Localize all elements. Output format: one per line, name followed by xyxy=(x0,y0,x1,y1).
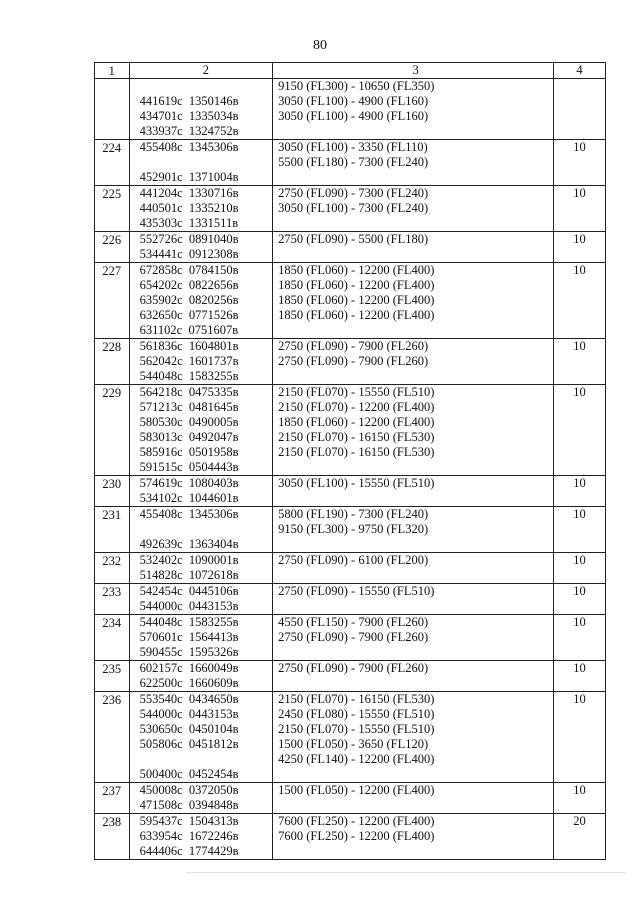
longitude: 0443153в xyxy=(188,599,239,613)
longitude: 1072618в xyxy=(188,568,239,582)
coordinate-line xyxy=(140,692,269,707)
table-row xyxy=(95,476,606,507)
latitude: 631102c xyxy=(139,323,183,337)
coordinate-line xyxy=(140,155,269,170)
altitude-range: 9150 (FL300) - 10650 (FL350) xyxy=(278,79,435,93)
row-number: 230 xyxy=(95,476,130,507)
longitude: 1564413в xyxy=(188,630,239,644)
table-row xyxy=(95,507,606,553)
latitude: 672858c xyxy=(139,263,183,277)
coordinate-line xyxy=(140,707,269,722)
latitude: 552726c xyxy=(139,232,183,246)
latitude: 564218c xyxy=(139,385,183,399)
table-header-row xyxy=(95,63,606,79)
coordinates-cell xyxy=(129,79,273,140)
latitude: 440501c xyxy=(139,201,183,215)
longitude: 1583255в xyxy=(188,615,239,629)
latitude: 544048c xyxy=(139,615,183,629)
coordinates-cell xyxy=(129,553,273,584)
longitude: 1331511в xyxy=(188,216,239,230)
coordinate-line xyxy=(140,415,269,430)
longitude: 0475335в xyxy=(188,385,239,399)
altitude-range: 2150 (FL070) - 16150 (FL530) xyxy=(278,445,435,459)
altitude-range: 4250 (FL140) - 12200 (FL400) xyxy=(278,752,435,766)
altitude-range: 5500 (FL180) - 7300 (FL240) xyxy=(278,155,429,169)
coordinates-cell xyxy=(129,263,273,339)
longitude: 1350146в xyxy=(188,94,239,108)
table-row xyxy=(95,584,606,615)
coordinate-line xyxy=(140,308,269,323)
table-row xyxy=(95,814,606,860)
latitude: 532402c xyxy=(139,553,183,567)
altitude-range-cell xyxy=(273,553,554,584)
row-number: 225 xyxy=(95,186,130,232)
longitude: 0445106в xyxy=(188,584,239,598)
coordinate-line xyxy=(140,278,269,293)
value-cell: 10 xyxy=(554,661,606,692)
latitude: 570601c xyxy=(139,630,183,644)
latitude: 434701c xyxy=(139,109,183,123)
latitude: 635902c xyxy=(139,293,183,307)
coordinate-line xyxy=(140,676,269,691)
longitude: 1672246в xyxy=(188,829,239,843)
longitude: 0784150в xyxy=(188,263,239,277)
altitude-range: 1850 (FL060) - 12200 (FL400) xyxy=(278,415,435,429)
coordinate-line xyxy=(140,369,269,384)
altitude-range-cell xyxy=(273,584,554,615)
value-cell: 10 xyxy=(554,385,606,476)
longitude: 1504313в xyxy=(188,814,239,828)
altitude-range-cell xyxy=(273,339,554,385)
altitude-range: 2450 (FL080) - 15550 (FL510) xyxy=(278,707,435,721)
altitude-range-cell xyxy=(273,263,554,339)
row-number: 226 xyxy=(95,232,130,263)
latitude: 542454c xyxy=(139,584,183,598)
longitude: 1080403в xyxy=(188,476,239,490)
longitude: 1345306в xyxy=(188,140,239,154)
value-cell: 10 xyxy=(554,140,606,186)
coordinate-line xyxy=(140,232,269,247)
table-row xyxy=(95,553,606,584)
longitude: 0501958в xyxy=(188,445,239,459)
longitude: 1601737в xyxy=(188,354,239,368)
coordinate-line xyxy=(140,722,269,737)
row-number: 227 xyxy=(95,263,130,339)
longitude: 1335210в xyxy=(188,201,239,215)
table-row xyxy=(95,661,606,692)
value-cell xyxy=(554,79,606,140)
row-number: 238 xyxy=(95,814,130,860)
coordinates-cell xyxy=(129,615,273,661)
altitude-range-cell xyxy=(273,661,554,692)
altitude-range-cell xyxy=(273,385,554,476)
altitude-range: 3050 (FL100) - 4900 (FL160) xyxy=(278,109,429,123)
latitude: 654202c xyxy=(139,278,183,292)
altitude-range: 1850 (FL060) - 12200 (FL400) xyxy=(278,308,435,322)
airspace-table xyxy=(94,62,606,860)
altitude-range: 3050 (FL100) - 15550 (FL510) xyxy=(278,476,435,490)
coordinates-cell xyxy=(129,507,273,553)
latitude: 632650c xyxy=(139,308,183,322)
row-number: 229 xyxy=(95,385,130,476)
coordinate-line xyxy=(140,385,269,400)
latitude: 622500c xyxy=(139,676,183,690)
latitude: 562042c xyxy=(139,354,183,368)
row-number: 235 xyxy=(95,661,130,692)
coordinates-cell xyxy=(129,186,273,232)
coordinate-line xyxy=(140,430,269,445)
value-cell: 20 xyxy=(554,814,606,860)
latitude: 585916c xyxy=(139,445,183,459)
table-row xyxy=(95,339,606,385)
coordinates-cell xyxy=(129,232,273,263)
latitude: 441619c xyxy=(139,94,183,108)
row-number: 232 xyxy=(95,553,130,584)
row-number: 237 xyxy=(95,783,130,814)
latitude: 534102c xyxy=(139,491,183,505)
longitude: 0452454в xyxy=(188,767,239,781)
altitude-range: 2750 (FL090) - 5500 (FL180) xyxy=(278,232,429,246)
altitude-range-cell xyxy=(273,507,554,553)
value-cell: 10 xyxy=(554,263,606,339)
latitude: 544000c xyxy=(139,599,183,613)
coordinates-cell xyxy=(129,783,273,814)
table-row xyxy=(95,232,606,263)
latitude: 590455c xyxy=(139,645,183,659)
coordinates-cell xyxy=(129,584,273,615)
altitude-range-cell xyxy=(273,186,554,232)
coordinate-line xyxy=(140,354,269,369)
longitude: 1330716в xyxy=(188,186,239,200)
coordinates-cell xyxy=(129,476,273,507)
value-cell: 10 xyxy=(554,232,606,263)
altitude-range: 2150 (FL070) - 12200 (FL400) xyxy=(278,400,435,414)
coordinate-line xyxy=(140,323,269,338)
longitude: 0492047в xyxy=(188,430,239,444)
latitude: 574619c xyxy=(139,476,183,490)
latitude: 530650c xyxy=(139,722,183,736)
altitude-range: 1850 (FL060) - 12200 (FL400) xyxy=(278,293,435,307)
row-number: 231 xyxy=(95,507,130,553)
latitude: 553540c xyxy=(139,692,183,706)
header-col-4: 4 xyxy=(554,63,606,79)
coordinate-line xyxy=(140,737,269,752)
coordinate-line xyxy=(140,599,269,614)
latitude: 471508c xyxy=(139,798,183,812)
longitude: 0912308в xyxy=(188,247,239,261)
coordinate-line xyxy=(140,615,269,630)
coordinates-cell xyxy=(129,814,273,860)
coordinate-line xyxy=(140,783,269,798)
coordinate-line xyxy=(140,94,269,109)
latitude: 455408c xyxy=(139,140,183,154)
table-row xyxy=(95,615,606,661)
latitude: 571213c xyxy=(139,400,183,414)
longitude: 0891040в xyxy=(188,232,239,246)
value-cell: 10 xyxy=(554,584,606,615)
page-number: 80 xyxy=(313,38,327,53)
coordinate-line xyxy=(140,844,269,859)
header-col-3: 3 xyxy=(273,63,554,79)
altitude-range: 2150 (FL070) - 16150 (FL530) xyxy=(278,430,435,444)
value-cell: 10 xyxy=(554,476,606,507)
altitude-range-cell xyxy=(273,232,554,263)
coordinate-line xyxy=(140,752,269,767)
longitude: 1774429в xyxy=(188,844,239,858)
row-number: 236 xyxy=(95,692,130,783)
row-number: 224 xyxy=(95,140,130,186)
longitude: 0450104в xyxy=(188,722,239,736)
table-body xyxy=(95,79,606,860)
altitude-range: 1850 (FL060) - 12200 (FL400) xyxy=(278,278,435,292)
longitude: 1345306в xyxy=(188,507,239,521)
altitude-range: 1500 (FL050) - 12200 (FL400) xyxy=(278,783,435,797)
table-row xyxy=(95,692,606,783)
altitude-range: 5800 (FL190) - 7300 (FL240) xyxy=(278,507,429,521)
longitude: 0504443в xyxy=(188,460,239,474)
coordinate-line xyxy=(140,522,269,537)
longitude: 0451812в xyxy=(188,737,239,751)
altitude-range-cell xyxy=(273,615,554,661)
latitude: 644406c xyxy=(139,844,183,858)
longitude: 1595326в xyxy=(188,645,239,659)
coordinate-line xyxy=(140,798,269,813)
coordinate-line xyxy=(140,124,269,139)
longitude: 0490005в xyxy=(188,415,239,429)
altitude-range: 3050 (FL100) - 3350 (FL110) xyxy=(278,140,428,154)
value-cell: 10 xyxy=(554,783,606,814)
altitude-range-cell xyxy=(273,79,554,140)
altitude-range-cell xyxy=(273,814,554,860)
longitude: 1324752в xyxy=(188,124,239,138)
latitude: 591515c xyxy=(139,460,183,474)
coordinate-line xyxy=(140,630,269,645)
longitude: 1044601в xyxy=(188,491,239,505)
latitude: 435303c xyxy=(139,216,183,230)
coordinate-line xyxy=(140,584,269,599)
coordinate-line xyxy=(140,645,269,660)
altitude-range: 2750 (FL090) - 7900 (FL260) xyxy=(278,661,429,675)
coordinate-line xyxy=(140,445,269,460)
altitude-range-cell xyxy=(273,140,554,186)
latitude: 602157c xyxy=(139,661,183,675)
value-cell: 10 xyxy=(554,615,606,661)
latitude: 595437c xyxy=(139,814,183,828)
latitude: 514828c xyxy=(139,568,183,582)
altitude-range: 3050 (FL100) - 4900 (FL160) xyxy=(278,94,429,108)
longitude: 0481645в xyxy=(188,400,239,414)
longitude: 1335034в xyxy=(188,109,239,123)
altitude-range: 9150 (FL300) - 9750 (FL320) xyxy=(278,522,429,536)
table-row xyxy=(95,79,606,140)
longitude: 0372050в xyxy=(188,783,239,797)
altitude-range: 1850 (FL060) - 12200 (FL400) xyxy=(278,263,435,277)
coordinate-line xyxy=(140,829,269,844)
page-edge-line xyxy=(186,872,626,873)
longitude: 0443153в xyxy=(188,707,239,721)
latitude: 505806c xyxy=(139,737,183,751)
header-col-1: 1 xyxy=(95,63,130,79)
coordinate-line xyxy=(140,661,269,676)
altitude-range-cell xyxy=(273,476,554,507)
value-cell: 10 xyxy=(554,339,606,385)
longitude: 1371004в xyxy=(188,170,239,184)
altitude-range: 1500 (FL050) - 3650 (FL120) xyxy=(278,737,429,751)
coordinates-cell xyxy=(129,140,273,186)
latitude: 534441c xyxy=(139,247,183,261)
coordinate-line xyxy=(140,170,269,185)
value-cell: 10 xyxy=(554,186,606,232)
latitude: 633954c xyxy=(139,829,183,843)
coordinates-cell xyxy=(129,661,273,692)
altitude-range: 7600 (FL250) - 12200 (FL400) xyxy=(278,829,435,843)
coordinate-line xyxy=(140,814,269,829)
coordinates-cell xyxy=(129,339,273,385)
row-number: 234 xyxy=(95,615,130,661)
row-number: 228 xyxy=(95,339,130,385)
row-number: 233 xyxy=(95,584,130,615)
latitude: 544048c xyxy=(139,369,183,383)
table-row xyxy=(95,263,606,339)
altitude-range: 2750 (FL090) - 6100 (FL200) xyxy=(278,553,429,567)
longitude: 1363404в xyxy=(188,537,239,551)
coordinate-line xyxy=(140,186,269,201)
altitude-range: 4550 (FL150) - 7900 (FL260) xyxy=(278,615,429,629)
table-row xyxy=(95,385,606,476)
longitude: 0751607в xyxy=(188,323,239,337)
header-col-2: 2 xyxy=(129,63,273,79)
longitude: 1604801в xyxy=(188,339,239,353)
row-number xyxy=(95,79,130,140)
coordinate-line xyxy=(140,247,269,262)
latitude: 455408c xyxy=(139,507,183,521)
coordinate-line xyxy=(140,553,269,568)
altitude-range: 2150 (FL070) - 16150 (FL530) xyxy=(278,692,435,706)
coordinate-line xyxy=(140,476,269,491)
latitude: 583013c xyxy=(139,430,183,444)
table-row xyxy=(95,186,606,232)
coordinate-line xyxy=(140,109,269,124)
value-cell: 10 xyxy=(554,553,606,584)
altitude-range: 2750 (FL090) - 15550 (FL510) xyxy=(278,584,435,598)
latitude: 450008c xyxy=(139,783,183,797)
coordinate-line xyxy=(140,400,269,415)
coordinate-line xyxy=(140,767,269,782)
longitude: 0394848в xyxy=(188,798,239,812)
coordinates-cell xyxy=(129,692,273,783)
table-row xyxy=(95,783,606,814)
coordinate-line xyxy=(140,568,269,583)
longitude: 0820256в xyxy=(188,293,239,307)
coordinate-line xyxy=(140,537,269,552)
altitude-range-cell xyxy=(273,692,554,783)
value-cell: 10 xyxy=(554,692,606,783)
coordinate-line xyxy=(140,216,269,231)
longitude: 0822656в xyxy=(188,278,239,292)
latitude: 441204c xyxy=(139,186,183,200)
coordinate-line xyxy=(140,140,269,155)
latitude: 561836c xyxy=(139,339,183,353)
altitude-range: 2150 (FL070) - 15550 (FL510) xyxy=(278,385,435,399)
longitude: 1583255в xyxy=(188,369,239,383)
latitude: 544000c xyxy=(139,707,183,721)
latitude: 433937c xyxy=(139,124,183,138)
altitude-range: 2750 (FL090) - 7900 (FL260) xyxy=(278,339,429,353)
altitude-range: 2750 (FL090) - 7900 (FL260) xyxy=(278,354,429,368)
coordinate-line xyxy=(140,339,269,354)
altitude-range: 7600 (FL250) - 12200 (FL400) xyxy=(278,814,435,828)
latitude: 500400c xyxy=(139,767,183,781)
altitude-range-cell xyxy=(273,783,554,814)
longitude: 1090001в xyxy=(188,553,239,567)
altitude-range: 2750 (FL090) - 7900 (FL260) xyxy=(278,630,429,644)
longitude: 0771526в xyxy=(188,308,239,322)
value-cell: 10 xyxy=(554,507,606,553)
coordinates-cell xyxy=(129,385,273,476)
altitude-range: 3050 (FL100) - 7300 (FL240) xyxy=(278,201,429,215)
coordinate-line xyxy=(140,263,269,278)
coordinate-line xyxy=(140,491,269,506)
coordinate-line xyxy=(140,293,269,308)
table-row xyxy=(95,140,606,186)
altitude-range: 2750 (FL090) - 7300 (FL240) xyxy=(278,186,429,200)
coordinate-line xyxy=(140,507,269,522)
latitude: 452901c xyxy=(139,170,183,184)
longitude: 1660049в xyxy=(188,661,239,675)
latitude: 580530c xyxy=(139,415,183,429)
longitude: 0434650в xyxy=(188,692,239,706)
coordinate-line xyxy=(140,460,269,475)
latitude: 492639c xyxy=(139,537,183,551)
altitude-range: 2150 (FL070) - 15550 (FL510) xyxy=(278,722,435,736)
coordinate-line xyxy=(140,201,269,216)
longitude: 1660609в xyxy=(188,676,239,690)
coordinate-line xyxy=(140,79,269,94)
